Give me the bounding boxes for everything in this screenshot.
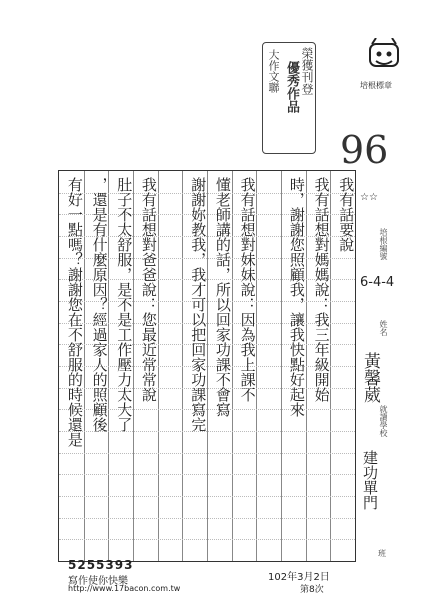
website-url: http://www.17bacon.com.tw — [68, 584, 181, 593]
essay-grid — [58, 170, 356, 562]
stamp-line-3: 榮獲刊登 — [300, 47, 314, 95]
stamp-line-1: 大作文聯 — [267, 49, 280, 93]
award-stamp — [262, 42, 316, 154]
essay-column-text: 我有話想對妹妹說：因為我上課不 — [238, 177, 257, 402]
essay-column-text: 我有話想對媽媽說：我三年級開始 — [312, 177, 331, 402]
essay-column-text: 時，謝謝您照顧我，讓我快點好起來 — [287, 177, 306, 417]
id-label: 培根編號 — [379, 228, 388, 260]
stamp-line-2: 優秀作品 — [284, 61, 299, 113]
essay-column-text: 懂老師講的話，所以回家功課不會寫 — [213, 177, 232, 417]
issue-label: 第8次 — [300, 585, 324, 595]
slogan: 寫作使你快樂 — [68, 576, 128, 587]
essay-column-text: 謝謝妳教我，我才可以把回家功課寫完 — [189, 177, 208, 432]
grid-row-line — [59, 518, 355, 519]
grid-row-line — [59, 453, 355, 454]
name-value: 黃馨葳 — [360, 352, 380, 403]
essay-column-text: ，還是有什麼原因？經過家人的照顧後 — [90, 177, 109, 432]
class-label: 班 — [378, 549, 386, 558]
date-label: 102年3月2日 — [268, 572, 330, 583]
essay-column-text: 有好一點嗎？謝謝您在不舒服的時候還是 — [65, 177, 84, 447]
essay-column-text: 我有話想對爸爸說：您最近常常說 — [139, 177, 158, 402]
grid-row-line — [59, 474, 355, 475]
bacon-mascot-logo — [362, 38, 406, 74]
grid-row-line — [59, 496, 355, 497]
essay-column-text: 我有話要說 — [337, 177, 356, 252]
essay-column-text: 肚子不太舒服，是不是工作壓力太大了 — [115, 177, 134, 432]
grid-row-line — [59, 539, 355, 540]
name-label: 姓名 — [379, 320, 388, 336]
id-value: 6-4-4 — [360, 275, 395, 290]
rating-stars: ☆☆ — [360, 192, 378, 203]
school-value: 建功單門 — [361, 450, 379, 510]
logo-caption: 培根標章 — [360, 81, 392, 90]
score: 96 — [340, 128, 389, 172]
document-id: 5255393 — [68, 558, 134, 572]
school-label: 就讀學校 — [379, 405, 388, 437]
